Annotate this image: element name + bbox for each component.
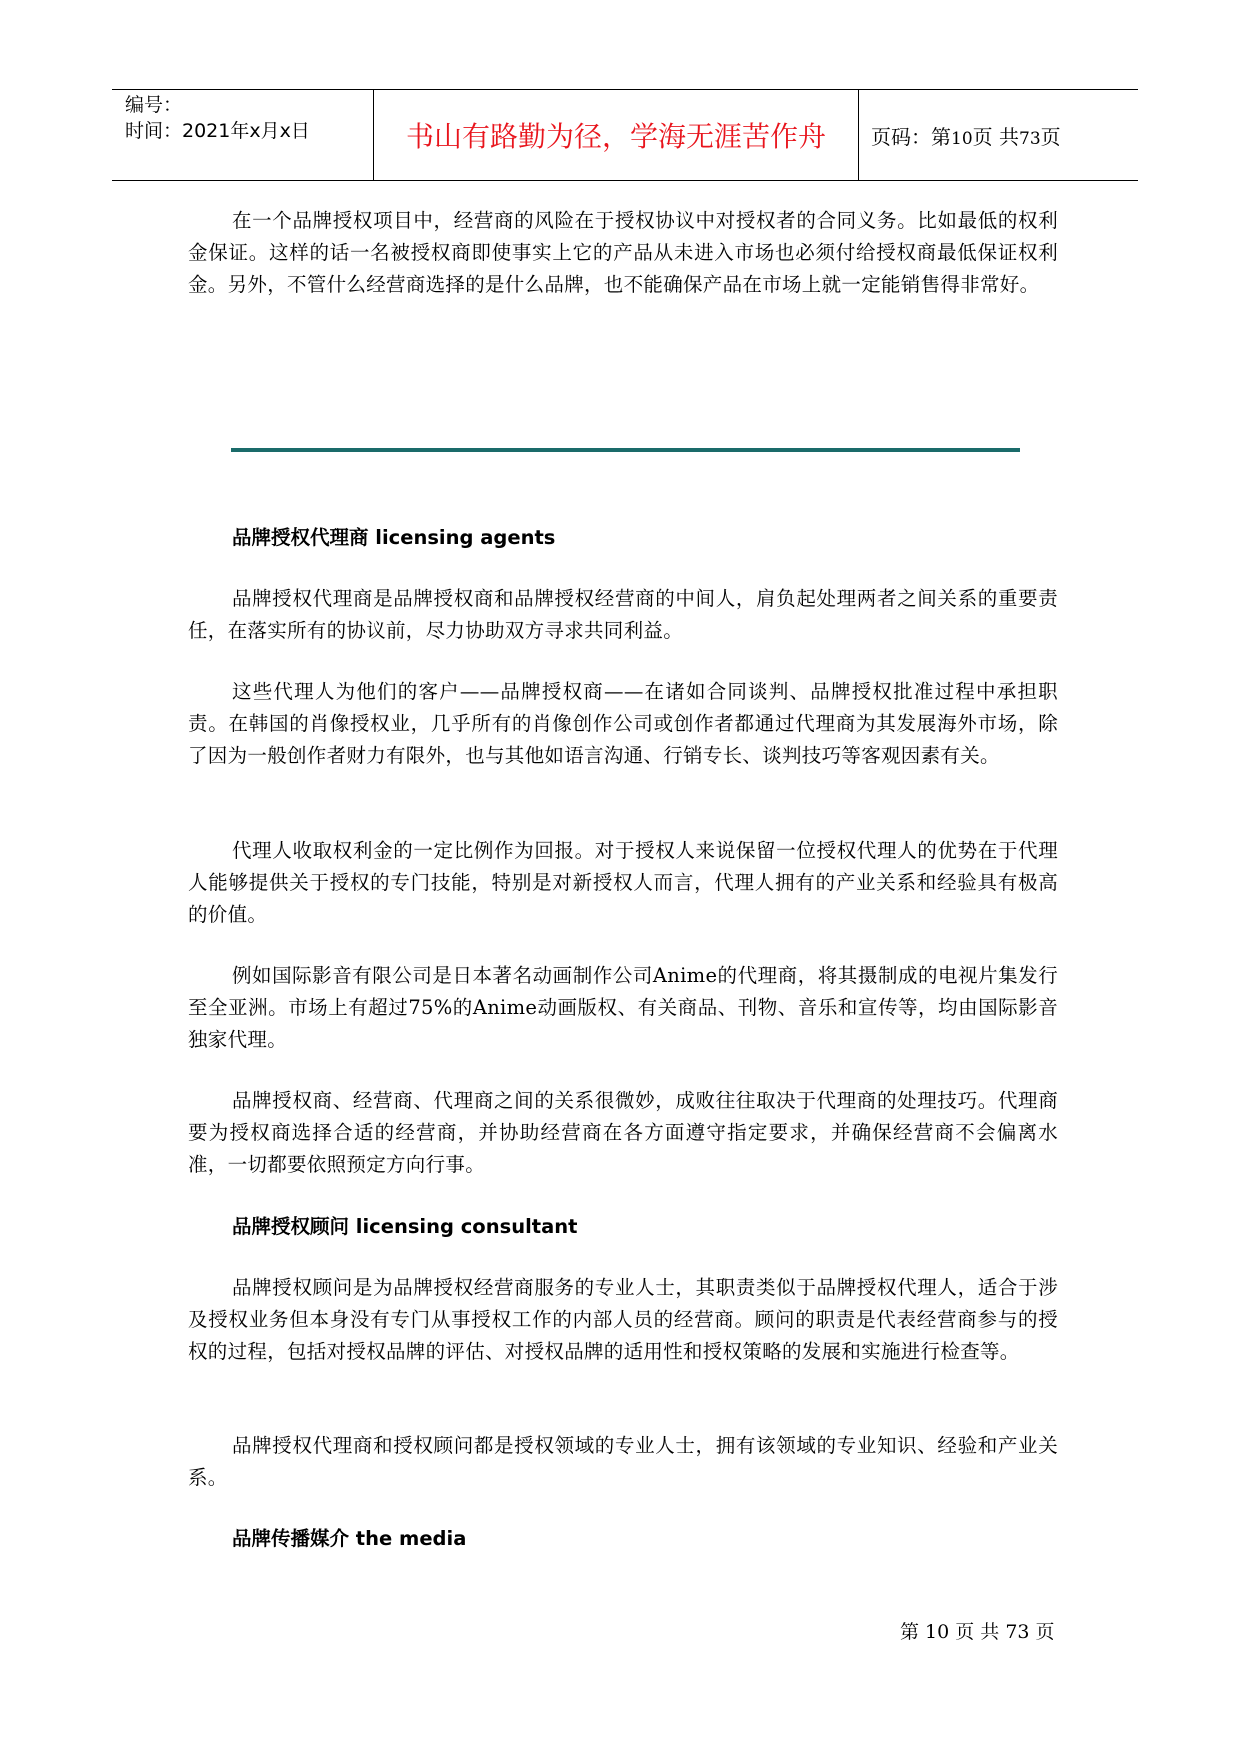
page-footer: 第 10 页 共 73 页 bbox=[900, 1621, 1055, 1643]
document-number-label: 编号： bbox=[125, 94, 183, 116]
page-suffix: 页 bbox=[1040, 125, 1061, 149]
paragraph-consultant-1: 品牌授权顾问是为品牌授权经营商服务的专业人士，其职责类似于品牌授权代理人，适合于涉及授权业务但本身没有专门从事授权工作的内部人员的经营商。顾问的职责是代表经营商参与的授权的过程，包括对授权品牌的评估、对授权品牌的适用性和授权策略的发展和实施进行检查等。 bbox=[188, 1276, 1058, 1363]
paragraph-agents-5: 品牌授权商、经营商、代理商之间的关系很微妙，成败往往取决于代理商的处理技巧。代理商要为授权商选择合适的经营商，并协助经营商在各方面遵守指定要求，并确保经营商不会偏离水准，一切都要依照预定方向行事。 bbox=[188, 1089, 1058, 1176]
header-page-cell bbox=[859, 90, 1138, 180]
heading-the-media: 品牌传播媒介 the media bbox=[232, 1527, 467, 1550]
header-motto-cell bbox=[374, 90, 859, 180]
section-divider bbox=[231, 448, 1020, 452]
page-total: 73 bbox=[1019, 129, 1041, 149]
page-number: 10 bbox=[951, 129, 973, 149]
page-mid: 页 共 bbox=[972, 125, 1019, 149]
paragraph-agents-1: 品牌授权代理商是品牌授权商和品牌授权经营商的中间人，肩负起处理两者之间关系的重要责任，在落实所有的协议前，尽力协助双方寻求共同利益。 bbox=[188, 587, 1058, 642]
header-page-indicator bbox=[871, 124, 1061, 152]
paragraph-agents-3: 代理人收取权利金的一定比例作为回报。对于授权人来说保留一位授权代理人的优势在于代理人能够提供关于授权的专门技能，特别是对新授权人而言，代理人拥有的产业关系和经验具有极高的价值。 bbox=[188, 839, 1058, 926]
document-time-label: 时间：2021年x月x日 bbox=[125, 120, 310, 142]
paragraph-agents-2: 这些代理人为他们的客户——品牌授权商——在诸如合同谈判、品牌授权批准过程中承担职责。在韩国的肖像授权业，几乎所有的肖像创作公司或创作者都通过代理商为其发展海外市场，除了因为一般创作者财力有限外，也与其他如语言沟通、行销专长、谈判技巧等客观因素有关。 bbox=[188, 680, 1058, 767]
header-motto: 书山有路勤为径，学海无涯苦作舟 bbox=[405, 120, 826, 153]
heading-licensing-consultant: 品牌授权顾问 licensing consultant bbox=[232, 1215, 578, 1238]
header-info-cell bbox=[112, 90, 374, 180]
page-header bbox=[112, 89, 1138, 181]
heading-licensing-agents: 品牌授权代理商 licensing agents bbox=[232, 526, 556, 549]
intro-paragraph: 在一个品牌授权项目中，经营商的风险在于授权协议中对授权者的合同义务。比如最低的权利金保证。这样的话一名被授权商即使事实上它的产品从未进入市场也必须付给授权商最低保证权利金。另外，不管什么经营商选择的是什么品牌，也不能确保产品在市场上就一定能销售得非常好。 bbox=[188, 209, 1058, 296]
page-prefix: 页码：第 bbox=[871, 125, 951, 149]
paragraph-consultant-2: 品牌授权代理商和授权顾问都是授权领域的专业人士，拥有该领域的专业知识、经验和产业关系。 bbox=[188, 1434, 1058, 1489]
paragraph-agents-4: 例如国际影音有限公司是日本著名动画制作公司Anime的代理商，将其摄制成的电视片集发行至全亚洲。市场上有超过75%的Anime动画版权、有关商品、刊物、音乐和宣传等，均由国际影音独家代理。 bbox=[188, 964, 1058, 1051]
